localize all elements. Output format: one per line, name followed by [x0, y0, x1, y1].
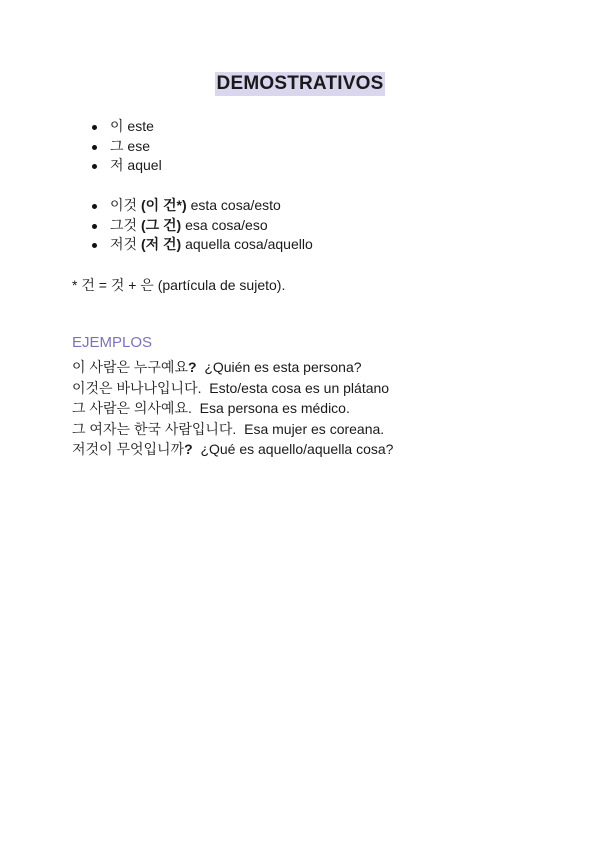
- question-mark: ?: [184, 441, 193, 457]
- title-container: [0, 72, 600, 96]
- example-spanish: ¿Qué es aquello/aquella cosa?: [200, 441, 394, 457]
- list-item: [90, 196, 313, 216]
- spanish-meaning: aquel: [127, 157, 162, 173]
- example-korean: 이것은 바나나입니다.: [72, 379, 202, 396]
- spanish-meaning: esa cosa/eso: [185, 216, 268, 233]
- example-row: [72, 357, 393, 378]
- korean-word: 그: [110, 137, 124, 154]
- footnote: * 건 = 것 + 은 (partícula de sujeto).: [72, 277, 286, 293]
- korean-word: 그것: [110, 216, 138, 233]
- contraction-note: (이 건*): [140, 197, 187, 213]
- example-spanish: Esto/esta cosa es un plátano: [209, 379, 390, 396]
- example-row: [72, 439, 393, 460]
- contraction-note: (그 건): [140, 216, 182, 233]
- example-spanish: Esa persona es médico.: [199, 400, 350, 416]
- spanish-meaning: aquella cosa/aquello: [185, 236, 313, 252]
- spanish-meaning: ese: [127, 137, 150, 154]
- list-item: [90, 235, 313, 255]
- example-korean: 그 사람은 의사예요.: [72, 400, 192, 416]
- example-korean: 그 여자는 한국 사람입니다.: [72, 420, 237, 437]
- example-row: [72, 398, 393, 419]
- contraction-note: (저 건): [140, 236, 182, 252]
- examples-list: [72, 357, 393, 460]
- list-item: [90, 156, 162, 176]
- korean-word: 이것: [110, 197, 138, 213]
- korean-word: 이: [110, 118, 124, 134]
- example-row: [72, 419, 393, 440]
- example-spanish: Esa mujer es coreana.: [244, 420, 385, 437]
- demonstrative-adjectives-list: [90, 117, 162, 176]
- example-korean: 저것이 무엇입니까: [72, 441, 185, 457]
- korean-word: 저것: [110, 236, 138, 252]
- list-item: [90, 137, 162, 157]
- example-spanish: ¿Quién es esta persona?: [204, 359, 362, 375]
- page-title: DEMOSTRATIVOS: [216, 73, 384, 94]
- korean-word: 저: [110, 157, 124, 173]
- examples-heading: EJEMPLOS: [72, 334, 153, 351]
- list-item: [90, 216, 313, 236]
- spanish-meaning: este: [127, 118, 154, 134]
- question-mark: ?: [187, 359, 197, 375]
- list-item: [90, 117, 162, 137]
- spanish-meaning: esta cosa/esto: [190, 197, 281, 213]
- demonstrative-pronouns-list: [90, 196, 313, 255]
- example-row: [72, 378, 393, 399]
- example-korean: 이 사람은 누구예요: [72, 359, 188, 375]
